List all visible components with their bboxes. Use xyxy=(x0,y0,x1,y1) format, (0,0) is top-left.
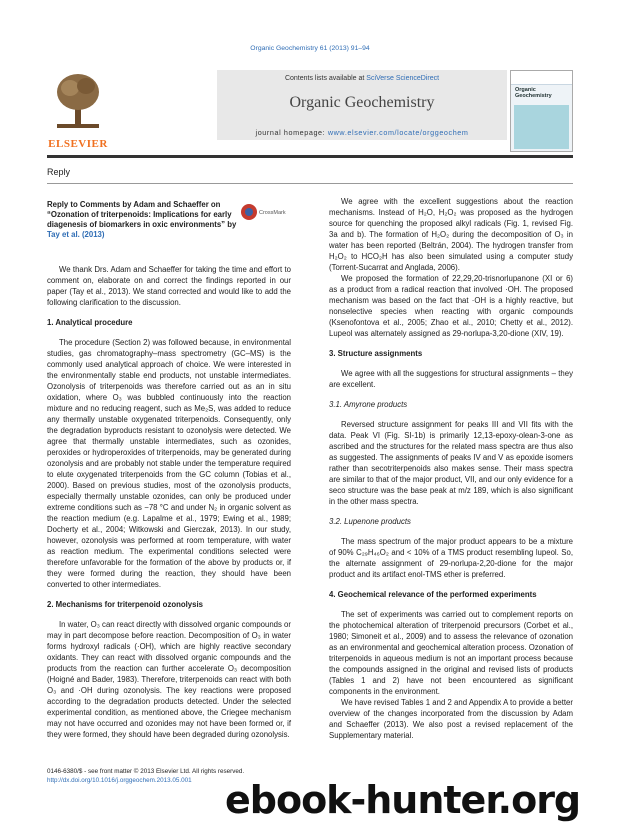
elsevier-logo xyxy=(47,70,109,152)
section-heading-4: 4. Geochemical relevance of the performed experiments xyxy=(329,590,537,599)
section-rule xyxy=(47,183,573,184)
cover-image xyxy=(514,105,569,149)
section-heading-2: 2. Mechanisms for triterpenoid ozonolysis xyxy=(47,600,203,609)
crossmark-label: CrossMark xyxy=(259,210,286,216)
tree-icon xyxy=(55,72,101,130)
sciencedirect-link[interactable]: SciVerse ScienceDirect xyxy=(366,75,440,82)
article-title-text: Reply to Comments by Adam and Schaeffer on “Ozonation of triterpenoids: Implications for early diagenesis of biomarkers in oxic environments” by xyxy=(47,200,237,229)
article-type: Reply xyxy=(47,167,71,177)
homepage-link[interactable]: www.elsevier.com/locate/orggeochem xyxy=(327,128,469,137)
crossmark-badge[interactable] xyxy=(241,204,285,222)
copyright-line: 0146-6380/$ - see front matter © 2013 Elsevier Ltd. All rights reserved. xyxy=(47,768,245,775)
masthead xyxy=(217,70,507,140)
journal-header xyxy=(47,70,573,152)
contents-line xyxy=(217,75,507,82)
section-4-paragraph-2: We have revised Tables 1 and 2 and Appendix A to provide a better overview of the changes incorporated from the discussion by Adam and Schaeffer (2013). We also post a revised replacement of the Supplementary material. xyxy=(329,698,573,740)
section-2-paragraph: In water, O₃ can react directly with dissolved organic compounds or may in part decompose before reaction. Decomposition of O₃ in water forms hydroxyl radicals (·OH), which are highly reactive secondary oxidants. They can react with dissolved organic compounds and the products from the reaction can further accelerate O₃ decomposition (Hoigné and Bader, 1983). Therefore, triterpenoids can react with both O₃ and ·OH during ozonolysis. The key reactions were proposed according to the degradation products detected. Under the selected experimental condition, as mentioned above, the Criegee mechanism may not have occurred and ozonides may not have been formed or, if they were formed, they should have been degraded during ozonolysis. xyxy=(47,620,291,739)
section-1-paragraph: The procedure (Section 2) was followed because, in environmental studies, gas chromatography–mass spectrometry (GC–MS) is the commonly used analytical approach of choice. We were interested in the environmentally stable end products, not unstable intermediates. Ozonolysis of triterpenoids was therefore carried out as an in situ oxidation, where O₃ was bubbled continuously into the reaction mixture and no reducing reagent, such as Me₂S, was added to reduce any thermally unstable oxygenated triterpenoids. Consequently, only the degradation byproducts resistant to ozonolysis were detected. We agree that thermally unstable intermediates, such as ozonides, peroxides or hydroperoxides of triterpenoids, may be generated during ozonolysis and are probably not stable under the temperature required to elute oxygenated triterpenoids from the GC column (Tobias et al., 2000). Based on previous studies, most of the ozonolysis products, especially thermally unstable ozonides, can only be produced under extreme conditions such as −78 °C and under N₂ in organic solvent as the reaction medium (e.g. Lapalme et al., 1979; Ewing et al., 1989; Docherty et al., 2004; Witkowski and Gierczak, 2013). In our study, however, ozonolysis was performed at room temperature, with water as reaction medium. The experimental conditions selected were therefore unfavorable for the formation of the above by products or, if they were formed during the reaction, they should have been converted to other intermediates. xyxy=(47,338,291,589)
intro-paragraph: We thank Drs. Adam and Schaeffer for taking the time and effort to comment on, elaborate on and correct the findings reported in our paper (Tay et al., 2013). We stand corrected and would like to add the following clarification to the discussion. xyxy=(47,265,291,307)
subsection-heading-3-2: 3.2. Lupenone products xyxy=(329,517,411,526)
journal-cover-thumbnail xyxy=(510,70,573,152)
mechanism-paragraph-1: We agree with the excellent suggestions about the reaction mechanisms. Instead of H₂O, H₂O₂ was proposed as the hydrogen source for quenching the proposed alkyl radicals (Fig. 1, revised Fig. 3a and b). The formation of H₂O₂ during the decomposition of O₃ in water has been reported (Beltrán, 2004). The hydrogen transfer from H₂O₂ to HCO₂H has also been simulated using a computer study (Torrent-Sucarrat and Anglada, 2006). xyxy=(329,197,573,272)
subsection-3-1-paragraph: Reversed structure assignment for peaks III and VII fits with the data. Peak VI (Fig. SI-1b) is primarily 12,13-epoxy-olean-3-one as ascribed and the structures for the related mass spectra are thus also as suggested. The assignments of peaks IV and V as epoxide isomers rather than secotriterpenoids also makes sense. Their mass spectra are similar to that of the major product, VII, and our only evidence for a seco structure was the base peak at m/z 189, which is also significant in the other mass spectra. xyxy=(329,420,573,506)
cover-top-bar xyxy=(511,71,572,85)
article-title xyxy=(47,200,237,240)
right-column xyxy=(329,196,573,741)
article-title-block xyxy=(47,200,291,240)
section-heading-3: 3. Structure assignments xyxy=(329,349,423,358)
contents-prefix: Contents lists available at xyxy=(284,75,367,82)
header-rule xyxy=(47,155,573,158)
subsection-3-2-paragraph: The mass spectrum of the major product appears to be a mixture of 90% C₂₉H₄₆O₂ and < 10% of a TMS product resembling lupeol. So, the alternate assignment of 29-norlupa-2,20-dione for the major product and its artifact enol-TMS ether is preferred. xyxy=(329,537,573,579)
homepage-prefix: journal homepage: xyxy=(255,128,328,137)
cover-title: Organic Geochemistry xyxy=(515,87,552,99)
watermark-text: ebook-hunter.org xyxy=(225,778,581,822)
homepage-line xyxy=(217,128,507,137)
section-3-paragraph: We agree with all the suggestions for structural assignments – they are excellent. xyxy=(329,369,573,389)
section-4-paragraph-1: The set of experiments was carried out to complement reports on the photochemical alteration of triterpenoid precursors (Corbet et al., 1980; Simoneit et al., 2009) and to assess the relevance of ozonation as an environmental and geochemical alteration process. Ozonation of triterpenoids in aqueous medium is not an important process because the compounds assigned in the original and revised lists of products (Tables 1 and 2) have not been encountered as significant components in the environment. xyxy=(329,610,573,696)
journal-citation[interactable]: Organic Geochemistry 61 (2013) 91–94 xyxy=(250,45,370,52)
section-heading-1: 1. Analytical procedure xyxy=(47,318,133,327)
journal-title: Organic Geochemistry xyxy=(289,94,435,111)
doi-link[interactable]: http://dx.doi.org/10.1016/j.orggeochem.2013.05.001 xyxy=(47,776,192,784)
mechanism-paragraph-2: We proposed the formation of 22,29,20-trisnorlupanone (XI or 6) as a product from a radical reaction that involved ·OH. The proposed mechanism was based on the fact that ·OH is a highly reactive, but nonselective species when reacting with organic compounds (Ksenofontova et al., 2005; Zhao et al., 2010; Chetty et al., 2012). Lupeol was alternately assigned as 29-norlupa-3,20-dione (XIV, 19). xyxy=(329,274,573,338)
subsection-heading-3-1: 3.1. Amyrone products xyxy=(329,400,408,409)
publisher-name: ELSEVIER xyxy=(48,138,108,150)
article-title-link[interactable]: Tay et al. (2013) xyxy=(47,230,105,239)
left-column xyxy=(47,196,291,740)
crossmark-icon xyxy=(241,204,257,220)
